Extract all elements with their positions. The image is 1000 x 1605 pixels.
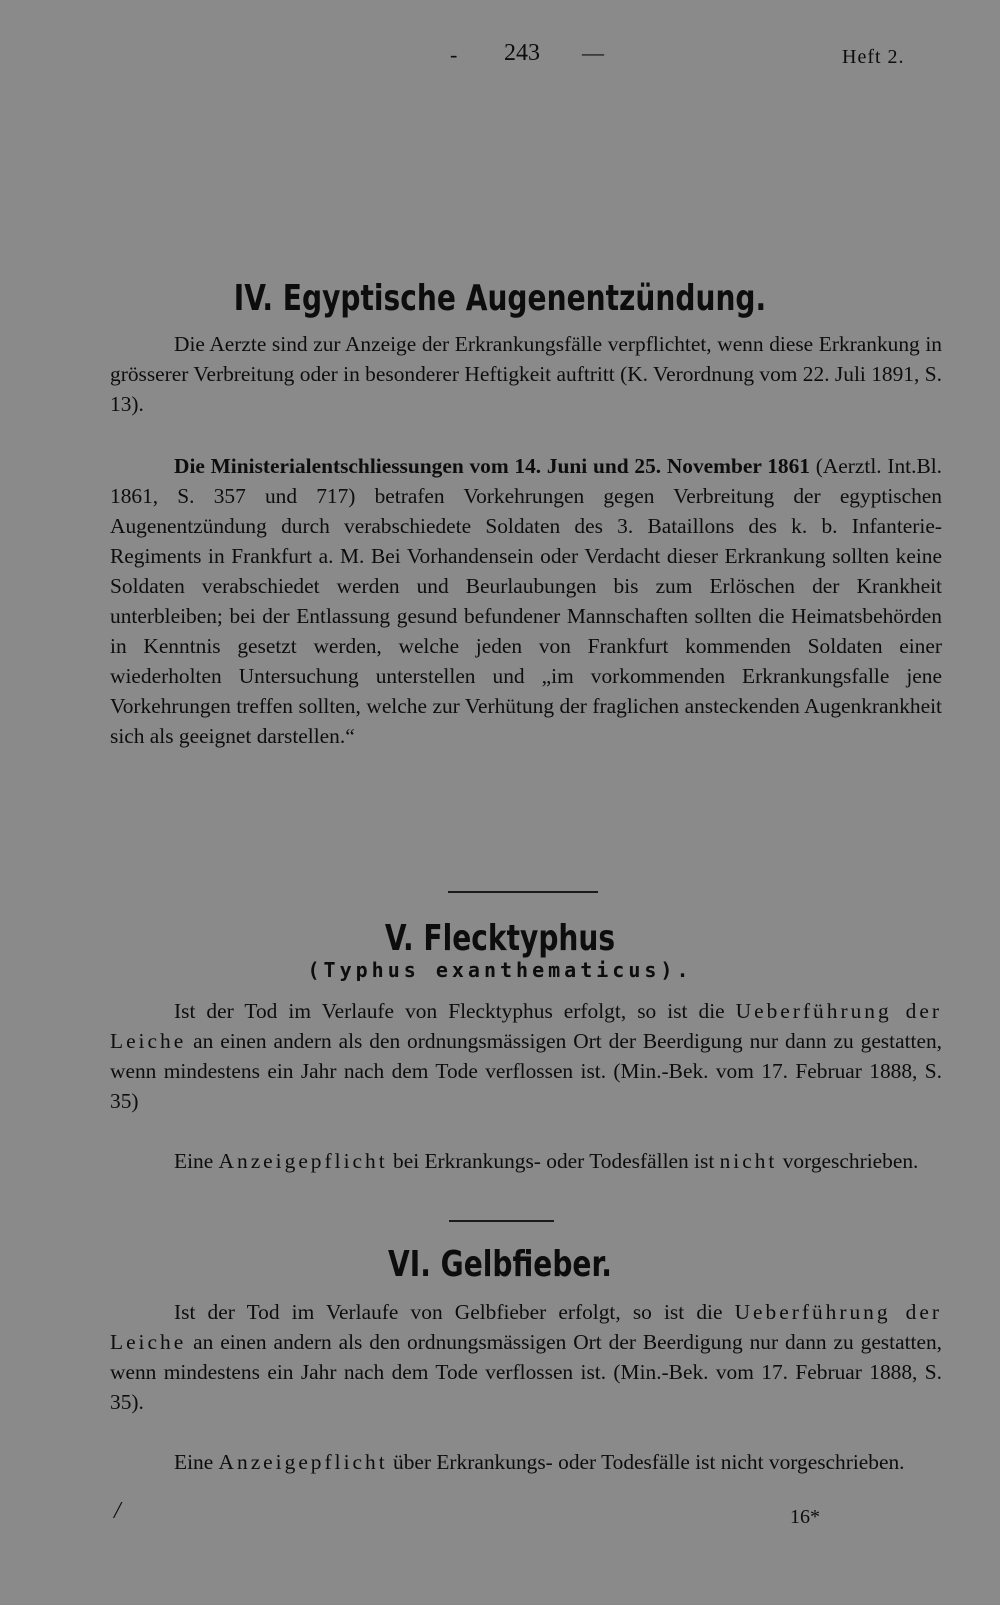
section-4-paragraph-1-text: Die Aerzte sind zur Anzeige der Erkrankungsfälle verpflichtet, wenn diese Erkrankung in grösserer Verbreitung oder in besonderer Heftigkeit auftritt (K. Verordnung vom 22. Juli 1891, S. 13). bbox=[110, 332, 942, 416]
section-6-paragraph-2 bbox=[110, 1447, 942, 1477]
section-6-title: VI. Gelbfieber. bbox=[388, 1244, 612, 1285]
section-6-paragraph-1 bbox=[110, 1297, 942, 1417]
section-4-paragraph-2-text: (Aerztl. Int.Bl. 1861, S. 357 und 717) betrafen Vorkehrungen gegen Verbreitung der egyptischen Augenentzündung durch verabschiedete Soldaten des 3. Bataillons des k. b. Infanterie-Regiments in Frankfurt a. M. Bei Vorhandensein oder Verdacht dieser Erkrankung sollten keine Soldaten verabschiedet werden und Beurlaubungen bis zum Erlöschen der Krankheit unterbleiben; bei der Entlassung gesund befundener Mannschaften sollten die Heimatsbehörden in Kenntnis gesetzt werden, welche jeden von Frankfurt kommenden Soldaten einer wiederholten Untersuchung unterstellen und „im vorkommenden Erkrankungsfalle jene Vorkehrungen treffen sollten, welche zur Verhütung der fraglichen ansteckenden Augenkrankheit sich als geeignet darstellen.“ bbox=[110, 454, 943, 748]
page-header bbox=[0, 38, 1000, 78]
header-dash-left: - bbox=[450, 42, 458, 67]
section-5-paragraph-1-lead: Ist der Tod im Verlaufe von Flecktyphus erfolgt, so ist die bbox=[174, 999, 736, 1023]
section-6-reporting-duty-term: Anzeigepflicht bbox=[218, 1450, 388, 1474]
section-4-title: IV. Egyptische Augenentzündung. bbox=[233, 278, 767, 319]
section-5-paragraph-2-mid: bei Erkrankungs- oder Todesfällen ist bbox=[387, 1149, 720, 1173]
section-5-paragraph-2-end: vorgeschrieben. bbox=[777, 1149, 919, 1173]
section-6-paragraph-1-lead: Ist der Tod im Verlaufe von Gelbfieber erfolgt, so ist die bbox=[174, 1300, 735, 1324]
section-5-paragraph-1-rest: an einen andern als den ordnungsmässigen Ort der Beerdigung nur dann zu gestatten, wenn mindestens ein Jahr nach dem Tode verflossen ist. (Min.-Bek. vom 17. Februar 1888, S. 35) bbox=[110, 1029, 942, 1113]
issue-label: Heft 2. bbox=[842, 46, 905, 68]
section-5-paragraph-2 bbox=[110, 1146, 942, 1176]
section-6-paragraph-2-lead: Eine bbox=[174, 1450, 219, 1474]
section-5-subtitle: (Typhus exanthematicus). bbox=[307, 958, 693, 982]
section-6-transfer-term: Ueberführung der Leiche bbox=[110, 1300, 942, 1354]
section-5-transfer-term: Ueberführung der Leiche bbox=[110, 999, 942, 1053]
section-4-paragraph-1 bbox=[110, 329, 942, 419]
section-5-paragraph-1 bbox=[110, 996, 942, 1116]
page-number: 243 bbox=[504, 40, 540, 66]
sheet-signature: 16* bbox=[790, 1506, 820, 1528]
section-divider bbox=[449, 1220, 554, 1222]
section-6-paragraph-2-rest: über Erkrankungs- oder Todesfälle ist nicht vorgeschrieben. bbox=[387, 1450, 905, 1474]
section-6-paragraph-1-rest: an einen andern als den ordnungsmässigen Ort der Beerdigung nur dann zu gestatten, wenn mindestens ein Jahr nach dem Tode verflossen ist. (Min.-Bek. vom 17. Februar 1888, S. 35). bbox=[110, 1330, 942, 1414]
section-divider bbox=[448, 891, 598, 893]
section-5-not-term: nicht bbox=[719, 1149, 778, 1173]
footer-mark: / bbox=[114, 1498, 121, 1524]
section-5-reporting-duty-term: Anzeigepflicht bbox=[218, 1149, 388, 1173]
ministerial-decree-reference: Die Ministerialentschliessungen vom 14. Juni und 25. November 1861 bbox=[174, 454, 810, 478]
section-5-title: V. Flecktyphus bbox=[384, 918, 616, 959]
section-4-paragraph-2 bbox=[110, 451, 942, 751]
header-dash-right: — bbox=[582, 40, 604, 65]
section-5-paragraph-2-lead: Eine bbox=[174, 1149, 219, 1173]
